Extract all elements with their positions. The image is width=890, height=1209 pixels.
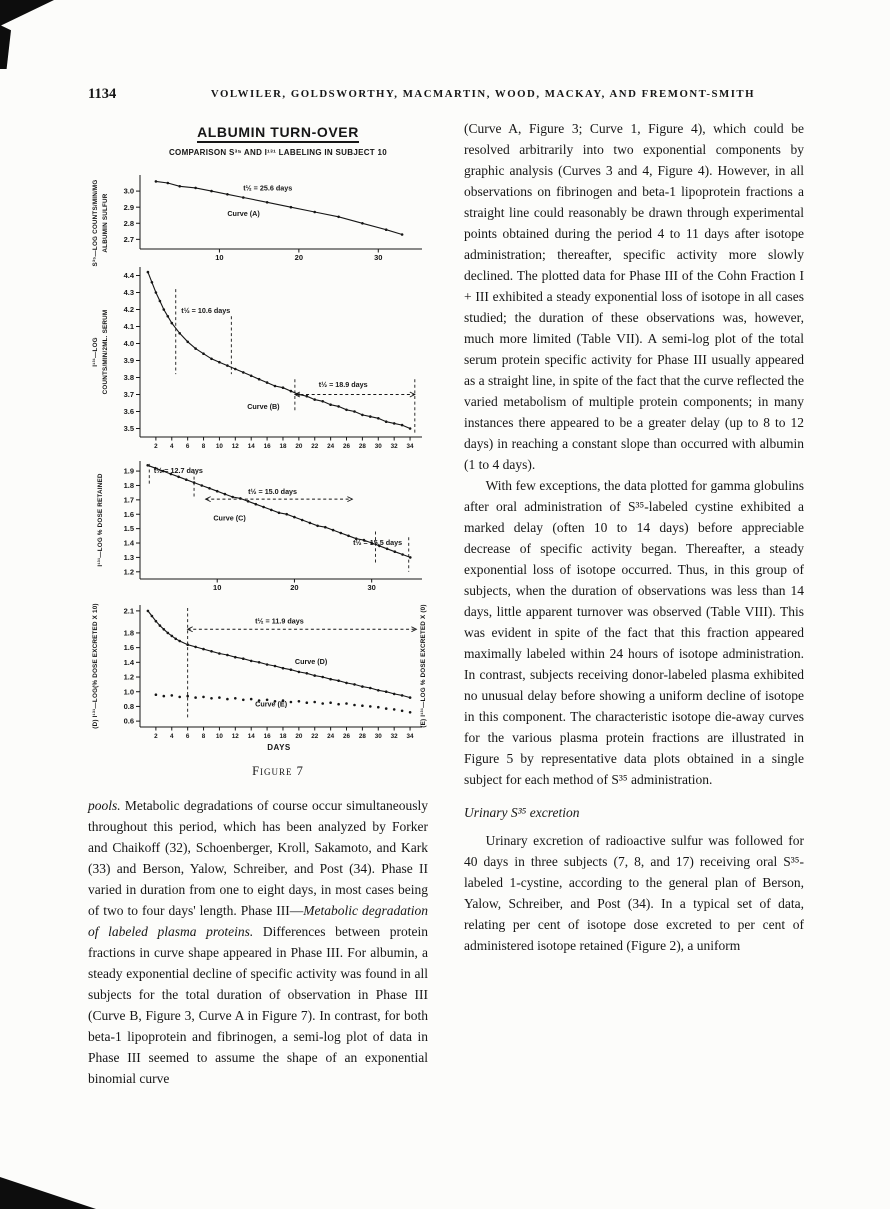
svg-text:Curve (A): Curve (A) [227, 209, 260, 219]
svg-text:14: 14 [247, 443, 255, 450]
text-run: Metabolic degradations of course occur simultaneously throughout this period, which has been analyzed by Forker and Chaikoff (32), Schoenberger, Kroll, Sakamoto, and Kark (33) and Berson, Yalow, Schreiber, and Post (34). Phase II varied in duration from one to eight days, in most cases being of two to four days' length. Phase III— [88, 798, 428, 918]
svg-text:22: 22 [311, 733, 319, 740]
svg-text:8: 8 [201, 733, 206, 740]
svg-text:1.6: 1.6 [123, 509, 134, 519]
figure-title: ALBUMIN TURN-OVER [197, 124, 359, 143]
svg-text:0.8: 0.8 [123, 702, 134, 712]
svg-text:2.1: 2.1 [123, 606, 134, 616]
svg-text:16: 16 [263, 443, 271, 450]
svg-text:28: 28 [358, 443, 366, 450]
text-run-italic-phase3: Metabolic degradation of labeled plasma proteins. [88, 903, 428, 939]
svg-text:1.4: 1.4 [123, 657, 134, 667]
svg-text:1.0: 1.0 [123, 687, 134, 697]
svg-text:Curve (B): Curve (B) [247, 401, 280, 411]
svg-text:Curve (E): Curve (E) [255, 699, 288, 709]
svg-text:20: 20 [290, 583, 299, 592]
svg-text:32: 32 [390, 733, 398, 740]
svg-text:1.5: 1.5 [123, 524, 134, 534]
figure-title-row [88, 124, 428, 143]
svg-text:2.7: 2.7 [123, 234, 134, 244]
paragraph-continuation: (Curve A, Figure 3; Curve 1, Figure 4), which could be resolved arbitrarily into two exponential components by graphic analysis (Curves 3 and 4, Figure 4). However, in all observations on fibrinogen and beta-1 lipoprotein fractions a straight line could reasonably be drawn through experimental points obtained during the period 4 to 11 days after isotope administration; thereafter, specific activity more slowly declined. The plotted data for Phase III of the Cohn Fraction I + III exhibited a steady exponential loss of isotope in all cases studied; the duration of these observations was, however, much more limited (Table VII). A semi-log plot of the total serum protein specific activity for Phase III usually appeared as a straight line, in spite of the fact that the curve reflected the varied metabolism of multiple protein components; in many instances there appeared to be a greater delay (up to 8 to 12 days) in reaching a constant slope than occurred with albumin (1 to 4 days). [464, 121, 804, 472]
svg-text:24: 24 [327, 733, 335, 740]
svg-text:20: 20 [295, 733, 303, 740]
scan-artifact-top-left [0, 0, 54, 26]
svg-text:26: 26 [343, 733, 351, 740]
svg-text:1.8: 1.8 [123, 628, 134, 638]
page-number: 1134 [88, 86, 117, 102]
svg-text:S³⁵—LOG COUNTS/MIN/MG: S³⁵—LOG COUNTS/MIN/MG [92, 179, 99, 267]
svg-text:1.3: 1.3 [123, 553, 134, 563]
svg-text:I¹³¹—LOG % DOSE RETAINED: I¹³¹—LOG % DOSE RETAINED [97, 473, 104, 567]
svg-text:34: 34 [406, 443, 414, 450]
left-column [88, 118, 428, 1089]
svg-text:32: 32 [390, 443, 398, 450]
svg-text:1.2: 1.2 [123, 567, 134, 577]
svg-text:3.8: 3.8 [123, 373, 134, 383]
svg-text:18: 18 [279, 443, 287, 450]
svg-text:12: 12 [231, 443, 239, 450]
paragraph-left-column [88, 795, 428, 1089]
svg-text:12: 12 [231, 733, 239, 740]
svg-text:0.6: 0.6 [123, 716, 134, 726]
page-header [88, 86, 804, 104]
svg-text:t½ = 25.6 days: t½ = 25.6 days [243, 183, 293, 193]
svg-text:14: 14 [247, 733, 255, 740]
svg-text:3.9: 3.9 [123, 356, 134, 366]
svg-text:24: 24 [327, 443, 335, 450]
svg-text:6: 6 [185, 443, 190, 450]
svg-text:t½ = 18.9 days: t½ = 18.9 days [318, 379, 368, 389]
svg-text:4.4: 4.4 [123, 271, 134, 281]
svg-text:4.0: 4.0 [123, 339, 134, 349]
svg-text:1.4: 1.4 [123, 538, 134, 548]
paragraph-gamma-globulins: With few exceptions, the data plotted for gamma globulins after oral administration of S³⁵-labeled cystine exhibited a marked delay (often 10 to 14 days) before appreciable decrease of specific activity began. Thereafter, a steady exponential loss of isotope occurred. Thus, in this group of subjects, when the duration of observations was less than 14 days, little apparent turnover was observed (Table VIII). This was evident in spite of the fact that this fraction appeared maximally labeled within 24 hours of isotope administration. In contrast, subjects receiving donor-labeled plasma exhibited no unusual delay before showing a uniform decline of isotope in this component. The characteristic isotope die-away curves for the various plasma protein fractions are illustrated in Figure 5 by representative data plots obtained in a single subject for each method of S³⁵ administration. [464, 478, 804, 787]
svg-text:t½ = 15.5 days: t½ = 15.5 days [353, 538, 403, 548]
svg-text:3.7: 3.7 [123, 390, 134, 400]
svg-text:6: 6 [185, 733, 190, 740]
svg-text:1.7: 1.7 [123, 495, 134, 505]
svg-text:2.9: 2.9 [123, 202, 134, 212]
svg-text:22: 22 [311, 443, 319, 450]
svg-text:30: 30 [367, 583, 376, 592]
svg-text:Curve (D): Curve (D) [294, 656, 328, 666]
svg-text:1.8: 1.8 [123, 481, 134, 491]
svg-text:I¹³¹—LOG: I¹³¹—LOG [92, 337, 99, 367]
svg-text:18: 18 [279, 733, 287, 740]
svg-text:t½ = 12.7 days: t½ = 12.7 days [153, 466, 203, 476]
svg-text:3.0: 3.0 [123, 186, 134, 196]
svg-text:4.2: 4.2 [123, 305, 134, 315]
svg-text:4.1: 4.1 [123, 322, 134, 332]
svg-text:(E) I¹³¹—LOG % DOSE EXCRETED X: (E) I¹³¹—LOG % DOSE EXCRETED X (0) [420, 604, 427, 728]
svg-text:30: 30 [374, 253, 383, 262]
svg-text:ALBUMIN SULFUR: ALBUMIN SULFUR [102, 193, 109, 253]
svg-text:28: 28 [358, 733, 366, 740]
svg-text:DAYS: DAYS [267, 743, 291, 752]
svg-text:10: 10 [215, 733, 223, 740]
svg-text:t½ = 15.0 days: t½ = 15.0 days [248, 487, 298, 497]
two-column-body [88, 118, 804, 1089]
svg-text:10: 10 [215, 253, 224, 262]
svg-text:20: 20 [295, 443, 303, 450]
svg-text:2.8: 2.8 [123, 218, 134, 228]
svg-text:10: 10 [215, 443, 223, 450]
svg-text:30: 30 [374, 443, 382, 450]
svg-text:3.5: 3.5 [123, 424, 134, 434]
svg-text:10: 10 [213, 583, 222, 592]
svg-text:3.6: 3.6 [123, 407, 134, 417]
figure-caption: Figure 7 [252, 764, 304, 778]
svg-text:34: 34 [406, 733, 414, 740]
svg-text:4: 4 [170, 733, 174, 740]
svg-text:20: 20 [294, 253, 304, 262]
scan-artifact-bottom-left [0, 1177, 96, 1209]
right-column [464, 118, 804, 1089]
svg-text:Curve (C): Curve (C) [213, 513, 246, 523]
svg-text:t½ = 10.6 days: t½ = 10.6 days [181, 305, 231, 315]
svg-text:2: 2 [154, 733, 158, 740]
svg-text:26: 26 [343, 443, 351, 450]
running-title: VOLWILER, GOLDSWORTHY, MACMARTIN, WOOD, MACKAY, AND FREMONT-SMITH [210, 88, 756, 100]
svg-text:2: 2 [154, 443, 158, 450]
svg-text:4.3: 4.3 [123, 288, 134, 298]
text-run: Differences between protein fractions in curve shape appeared in Phase III. For albumin, a steady exponential decline of specific activity was found in all subjects for the total duration of observation in Phase III (Curve B, Figure 3, Curve A in Figure 7). In contrast, for both beta-1 lipoprotein and fibrinogen, a semi-log plot of data in Phase III seemed to assume the shape of an exponential binomial curve [88, 924, 428, 1086]
svg-text:4: 4 [170, 443, 174, 450]
svg-text:30: 30 [374, 733, 382, 740]
svg-text:(D) I¹³¹—LOG(% DOSE EXCRETED X: (D) I¹³¹—LOG(% DOSE EXCRETED X 10) [92, 603, 99, 729]
section-heading-urinary-excretion: Urinary S³⁵ excretion [464, 805, 580, 820]
svg-text:16: 16 [263, 733, 271, 740]
svg-text:t½ = 11.9 days: t½ = 11.9 days [255, 616, 304, 626]
svg-text:1.9: 1.9 [123, 466, 134, 476]
figure-subtitle: COMPARISON S³⁵ AND I¹³¹ LABELING IN SUBJECT 10 [168, 148, 387, 157]
figure-7 [88, 124, 428, 779]
svg-text:8: 8 [201, 443, 206, 450]
svg-text:1.2: 1.2 [123, 672, 134, 682]
text-run-italic-pools: pools. [88, 798, 121, 813]
svg-text:1.6: 1.6 [123, 643, 134, 653]
albumin-turnover-chart [88, 161, 430, 759]
paragraph-urinary-excretion: Urinary excretion of radioactive sulfur was followed for 40 days in three subjects (7, 8, and 17) receiving oral S³⁵-labeled 1-cystine, according to the general plan of Berson, Yalow, Schreiber, and Post (34). In a typical set of data, relating per cent of isotope dose excreted to per cent of administered isotope retained (Figure 2), a uniform [464, 833, 804, 953]
svg-text:COUNTS/MIN/2ML. SERUM: COUNTS/MIN/2ML. SERUM [102, 309, 109, 395]
scan-artifact-left-bar [0, 25, 11, 69]
